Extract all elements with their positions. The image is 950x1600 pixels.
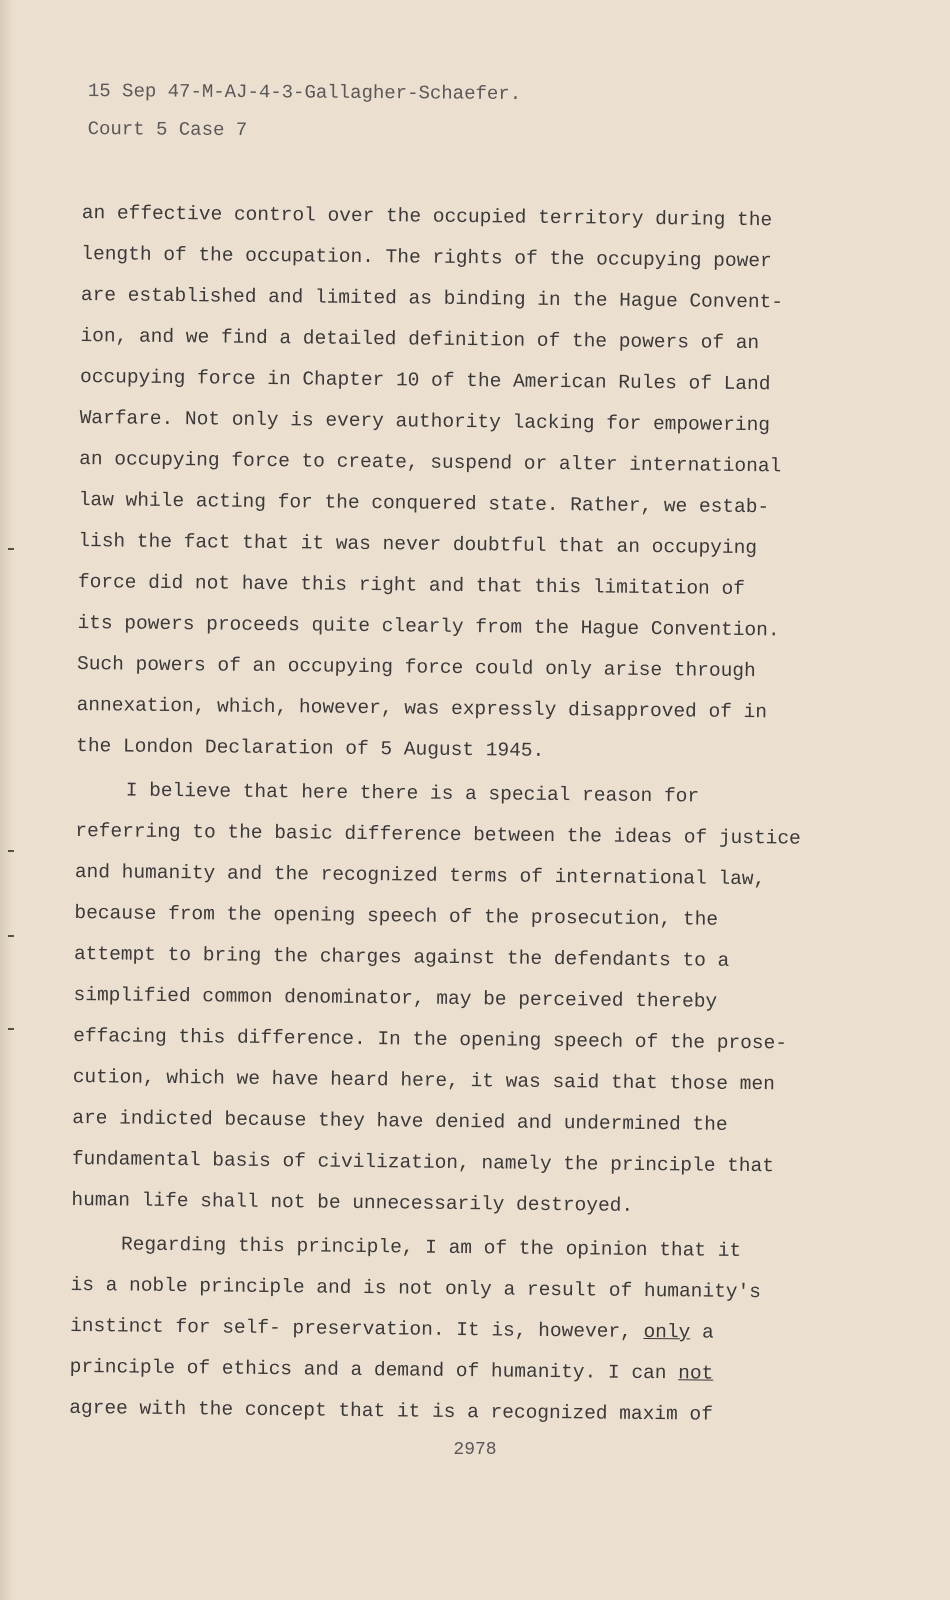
paragraph-3	[69, 1224, 831, 1437]
text-line: law while acting for the conquered state. Rather, we estab-	[78, 488, 770, 519]
text-segment: principle of ethics and a demand of humanity. I can	[69, 1355, 679, 1385]
text-line: annexation, which, however, was expressly disapproved of in	[76, 693, 768, 724]
margin-mark	[8, 1028, 14, 1030]
text-segment: a	[690, 1321, 714, 1344]
text-line: because from the opening speech of the prosecution, the	[74, 901, 719, 931]
text-line: cution, which we have heard here, it was said that those men	[72, 1065, 775, 1096]
text-line: the London Declaration of 5 August 1945.	[76, 734, 545, 762]
text-line: an occupying force to create, suspend or alter international	[79, 447, 782, 478]
paragraph-2	[71, 770, 836, 1229]
text-line: simplified common denominator, may be perceived thereby	[73, 983, 718, 1013]
text-line: lish the fact that it was never doubtful that an occupying	[78, 529, 758, 560]
text-line: human life shall not be unnecessarily destroyed.	[71, 1188, 634, 1217]
text-line: are established and limited as binding in the Hague Convent-	[80, 283, 784, 314]
text-line: length of the occupation. The rights of the occupying power	[81, 242, 772, 273]
text-line: agree with the concept that it is a recognized maxim of	[69, 1396, 713, 1426]
page-left-edge	[0, 0, 14, 1600]
text-line: attempt to bring the charges against the defendants to a	[73, 942, 730, 972]
underlined-word: not	[678, 1362, 714, 1385]
header-court-case: Court 5 Case 7	[87, 117, 248, 142]
header-reference: 15 Sep 47-M-AJ-4-3-Gallagher-Schaefer.	[87, 79, 522, 106]
document-body	[69, 193, 842, 1437]
text-line: an effective control over the occupied territory during the	[81, 201, 773, 232]
page-number: 2978	[453, 1440, 497, 1460]
text-segment: instinct for self- preservation. It is, however,	[70, 1314, 644, 1343]
document-header	[87, 72, 521, 151]
text-line: I believe that here there is a special reason for	[125, 779, 700, 808]
margin-mark	[8, 850, 14, 852]
paragraph-1	[76, 193, 842, 775]
text-line: referring to the basic difference between the ideas of justice	[75, 819, 801, 850]
text-line: Warfare. Not only is every authority lacking for empowering	[79, 406, 771, 437]
text-line: occupying force in Chapter 10 of the American Rules of Land	[79, 365, 771, 396]
text-line: Such powers of an occupying force could only arise through	[76, 652, 756, 683]
margin-mark	[8, 935, 14, 937]
text-line: fundamental basis of civilization, namely the principle that	[71, 1147, 775, 1178]
text-line: force did not have this right and that this limitation of	[77, 570, 746, 600]
text-line: is a noble principle and is not only a result of humanity's	[70, 1273, 762, 1304]
text-line: are indicted because they have denied and undermined the	[72, 1106, 728, 1136]
text-line: its powers proceeds quite clearly from the Hague Convention.	[77, 611, 780, 642]
text-line: ion, and we find a detailed definition of the powers of an	[80, 324, 760, 355]
text-line: effacing this difference. In the opening speech of the prose-	[73, 1024, 788, 1055]
margin-mark	[8, 548, 14, 550]
text-line: and humanity and the recognized terms of international law,	[74, 860, 766, 891]
underlined-word: only	[643, 1320, 691, 1344]
text-line: Regarding this principle, I am of the opinion that it	[120, 1233, 742, 1262]
